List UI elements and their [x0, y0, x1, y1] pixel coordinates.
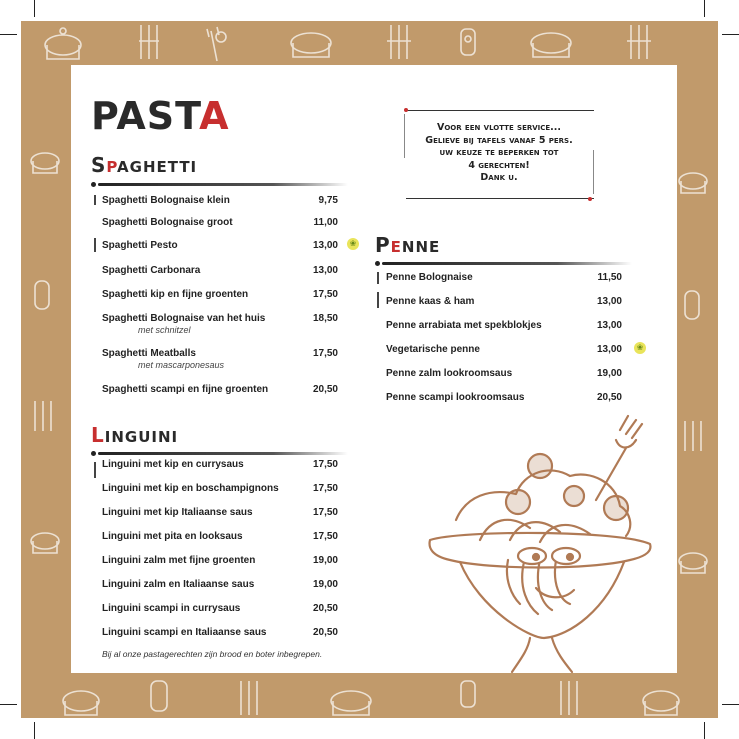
notice-frame — [406, 110, 594, 111]
section-rule — [377, 292, 379, 308]
section-rule — [94, 195, 96, 205]
crop-mark — [722, 704, 739, 705]
pot-doodle-icon — [63, 691, 99, 715]
page-title: PASTA — [91, 94, 230, 138]
crop-mark — [0, 34, 17, 35]
notice-dot — [404, 108, 408, 112]
pot-doodle-icon — [531, 33, 571, 57]
pepper-doodle-icon — [685, 291, 699, 319]
crop-mark — [722, 34, 739, 35]
section-rule — [94, 238, 96, 252]
salt-doodle-icon — [461, 29, 475, 55]
section-rule — [377, 272, 379, 284]
section-title-spaghetti: SPAGHETTI — [91, 153, 198, 177]
section-dot — [91, 182, 96, 187]
fork-icon — [596, 416, 642, 500]
pot-doodle-icon — [643, 691, 679, 715]
salt-doodle-icon — [461, 681, 475, 707]
pot-doodle-icon — [31, 533, 59, 553]
veggie-icon: ❀ — [634, 342, 646, 354]
utensils-doodle-icon — [139, 25, 159, 59]
menu-item: Spaghetti Meatballs 17,50 met mascarponesaus — [102, 348, 338, 370]
section-rule — [94, 462, 96, 478]
veggie-icon: ❀ — [347, 238, 359, 250]
menu-item: Spaghetti Bolognaise van het huis 18,50 met schnitzel — [102, 313, 338, 335]
utensils-doodle-icon — [387, 25, 411, 59]
section-dot — [375, 261, 380, 266]
pasta-bowl-illustration — [420, 410, 660, 680]
footer-note: Bij al onze pastagerechten zijn brood en boter inbegrepen. — [102, 649, 323, 659]
pot-doodle-icon — [679, 173, 707, 193]
service-notice: Voor een vlotte service... Gelieve bij tafels vanaf 5 pers. uw keuze te beperken tot 4 gerechten! Dank u. — [425, 122, 573, 183]
section-title-penne: PENNE — [375, 233, 441, 257]
page: PASTA Voor een vlotte service... Gelieve bij tafels vanaf 5 pers. uw keuze te beperken tot 4 gerechten! Dank u. SPAGHETTI Spaghetti Bolognaise klein 9,75 Spaghetti Bolognaise groot 11,00 Spaghetti Pesto 13,00 ❀ Spaghetti Carbonara 13,00 Spaghetti kip en fijne groenten 17,50 Spaghetti Bolognaise van het huis 18,50 met schnitzel Spaghetti Meatballs 17,50 met mascarponesaus Spaghetti scampi en fijne groenten 20,50 LINGUINI Linguini met kip en currysaus 17,50 Linguini met kip en boschampignons 17,50 Linguini met kip Italiaanse saus 17,50 Linguini met pita en looksaus 17,50 Linguini zalm met fijne groenten 19,00 Linguini zalm en Italiaanse saus 19,00 Linguini scampi in currysaus 20,50 Linguini scampi en Italiaanse saus 20,50 Bij al onze pastagerechten zijn brood en boter inbegrepen. PENNE Penne Bolognaise 11,50 Penne kaas & ham 13,00 Penne arrabiata met spekblokjes 13,00 Vegetarische penne 13,00 ❀ Penne zalm lookroomsaus 19,00 Penne scampi lookroomsaus 20,50 — [0, 0, 739, 739]
section-divider — [382, 262, 632, 265]
utensils-doodle-icon — [35, 401, 51, 431]
section-divider — [98, 183, 348, 186]
pepper-doodle-icon — [35, 281, 49, 309]
notice-frame — [406, 198, 594, 199]
pot-doodle-icon — [331, 691, 371, 715]
crop-mark — [0, 704, 17, 705]
pot-doodle-icon — [291, 33, 331, 57]
utensils-doodle-icon — [561, 681, 577, 715]
crop-mark — [704, 722, 705, 739]
section-divider — [98, 452, 348, 455]
pot-doodle-icon — [45, 28, 81, 59]
crop-mark — [34, 722, 35, 739]
utensils-doodle-icon — [241, 681, 257, 715]
section-title-linguini: LINGUINI — [91, 423, 179, 447]
pepper-doodle-icon — [151, 681, 167, 711]
crop-mark — [34, 0, 35, 17]
notice-dot — [588, 197, 592, 201]
section-dot — [91, 451, 96, 456]
fork-doodle-icon — [207, 27, 226, 61]
utensils-doodle-icon — [627, 25, 651, 59]
utensils-doodle-icon — [685, 421, 701, 451]
pot-doodle-icon — [31, 153, 59, 173]
pot-doodle-icon — [679, 553, 707, 573]
crop-mark — [704, 0, 705, 17]
